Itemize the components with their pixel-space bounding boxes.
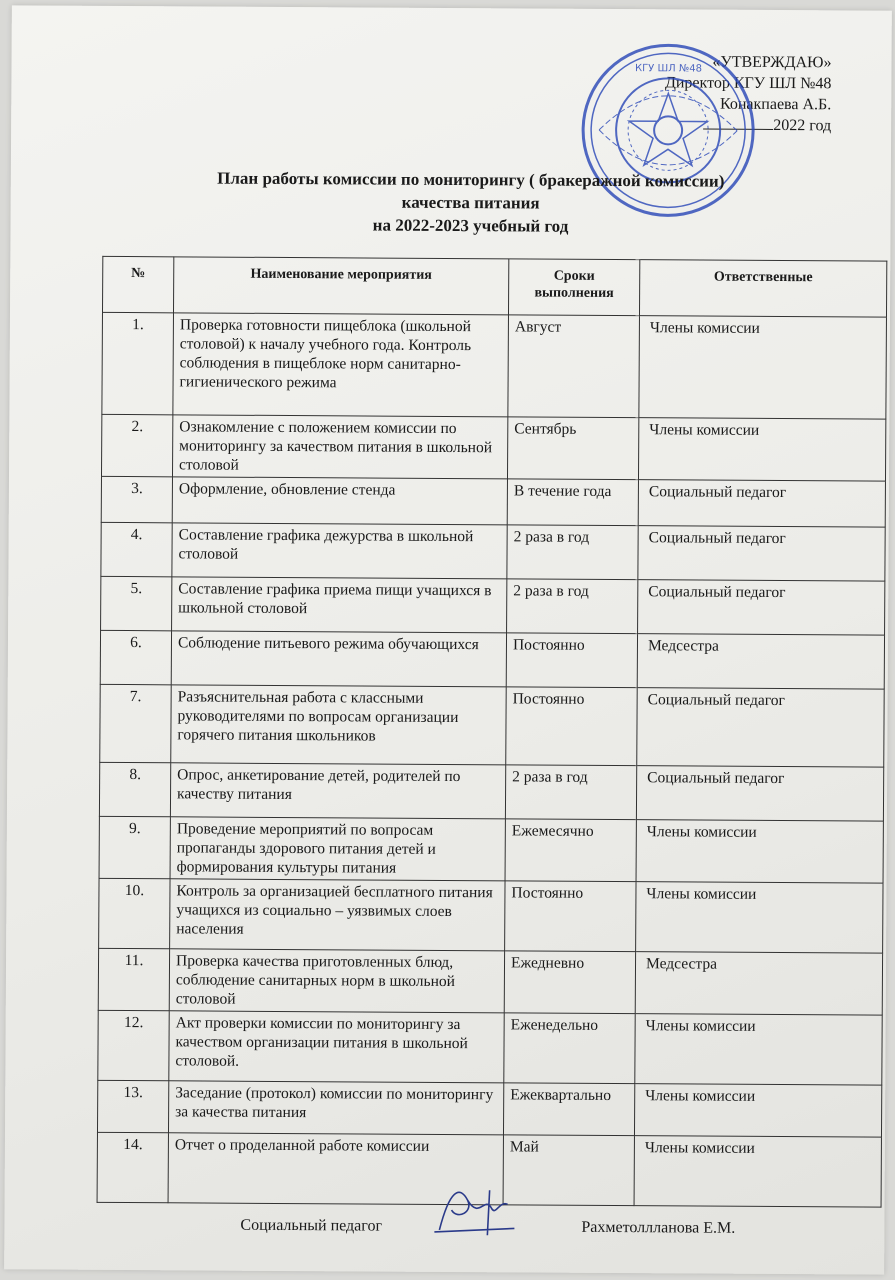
row-resp: Члены комиссии (638, 418, 885, 482)
title-line-1: План работы комиссии по мониторингу ( бракеражной комиссии) (217, 168, 725, 191)
row-term: Ежемесячно (505, 819, 636, 882)
row-resp: Социальный педагог (637, 688, 884, 768)
table-row (99, 878, 883, 953)
row-name: Контроль за организацией бесплатного питания учащихся из социально – уязвимых слоев населения (170, 879, 505, 951)
row-name: Отчет о проделанной работе комиссии (168, 1133, 503, 1205)
approval-name: Конакпаева А.Б. (719, 95, 832, 114)
row-num: 10. (99, 878, 170, 948)
row-term: Май (503, 1135, 634, 1206)
row-term: Ежеквартально (503, 1083, 634, 1136)
row-num: 2. (101, 414, 172, 476)
table-row (99, 816, 883, 883)
header-term: Сроки выполнения (508, 259, 639, 316)
approval-heading: «УТВЕРЖДАЮ» (712, 53, 832, 72)
table-row (98, 1010, 882, 1085)
table-row (98, 948, 882, 1015)
row-num: 3. (101, 476, 172, 522)
row-num: 4. (101, 522, 172, 576)
row-resp: Члены комиссии (635, 1014, 882, 1086)
seal-text: КГУ ШЛ №48 (634, 63, 703, 75)
row-term: Еженедельно (504, 1013, 635, 1084)
title-line-3: на 2022-2023 учебный год (372, 215, 569, 236)
row-term: Постоянно (505, 881, 636, 952)
row-name: Оформление, обновление стенда (172, 477, 507, 525)
plan-table (97, 256, 888, 1208)
row-name: Проверка качества приготовленных блюд, соблюдение санитарных норм в школьной столовой (169, 949, 504, 1013)
row-num: 11. (98, 948, 169, 1010)
row-resp: Социальный педагог (638, 526, 885, 582)
row-term: 2 раза в год (507, 525, 638, 580)
approval-year: 2022 год (773, 116, 832, 135)
row-name: Составление графика приема пищи учащихся в школьной столовой (172, 577, 507, 633)
row-term: Постоянно (506, 633, 637, 688)
table-row (100, 630, 884, 689)
row-name: Соблюдение питьевого режима обучающихся (171, 631, 506, 687)
row-resp: Члены комиссии (634, 1084, 881, 1138)
row-num: 5. (101, 576, 172, 630)
table-row (100, 684, 884, 767)
row-num: 14. (97, 1132, 168, 1202)
row-term: Август (508, 315, 640, 418)
row-term: Постоянно (506, 687, 637, 766)
row-resp: Социальный педагог (636, 766, 883, 822)
header-name: Наименование мероприятия (173, 257, 508, 315)
table-row (101, 414, 885, 481)
table-row (101, 576, 885, 635)
row-term: Сентябрь (507, 417, 638, 480)
row-term: 2 раза в год (505, 765, 636, 820)
document-page (4, 5, 892, 1274)
row-num: 1. (102, 312, 174, 414)
row-name: Опрос, анкетирование детей, родителей по качеству питания (170, 763, 505, 819)
table-row (102, 312, 887, 419)
row-num: 8. (99, 762, 170, 816)
row-term: 2 раза в год (507, 579, 638, 634)
row-name: Заседание (протокол) комиссии по мониторингу за качества питания (168, 1081, 503, 1135)
row-num: 9. (99, 816, 170, 878)
row-resp: Медсестра (637, 634, 884, 690)
row-name: Проведение мероприятий по вопросам пропаганды здорового питания детей и формирования культуры питания (170, 817, 505, 881)
row-num: 6. (100, 630, 171, 684)
row-name: Разъяснительная работа с классными руководителями по вопросам организации горячего питания школьников (171, 685, 506, 765)
row-num: 13. (97, 1080, 168, 1132)
row-resp: Члены комиссии (634, 1136, 881, 1208)
row-resp: Социальный педагог (638, 480, 885, 528)
row-name: Составление графика дежурства в школьной столовой (172, 523, 507, 579)
row-num: 7. (100, 684, 171, 762)
table-body (97, 312, 886, 1207)
row-term: Ежедневно (504, 951, 635, 1014)
signature-icon (429, 1180, 519, 1241)
row-name: Акт проверки комиссии по мониторингу за качеством организации питания в школьной столовой. (169, 1011, 504, 1083)
table-row (101, 476, 885, 527)
header-resp: Ответственные (639, 260, 886, 318)
row-resp: Члены комиссии (639, 316, 887, 420)
footer-role: Социальный педагог (240, 1216, 383, 1235)
title-line-2: качества питания (401, 192, 540, 213)
row-term: В течение года (507, 479, 638, 526)
row-resp: Члены комиссии (636, 820, 883, 884)
row-name: Проверка готовности пищеблока (школьной столовой) к началу учебного года. Контроль соблюдения в пищеблоке норм санитарно-гигиенического режима (173, 313, 509, 417)
approval-director: Директор КГУ ШЛ №48 (664, 74, 832, 93)
row-name: Ознакомление с положением комиссии по мониторингу за качеством питания в школьной столовой (172, 415, 507, 479)
table-header-row (102, 256, 886, 317)
footer-person: Рахметоллланова Е.М. (581, 1218, 736, 1237)
table-row (99, 762, 883, 821)
table-row (101, 522, 885, 581)
row-num: 12. (98, 1010, 169, 1080)
table-row (97, 1080, 881, 1137)
row-resp: Социальный педагог (638, 580, 885, 636)
document-title (110, 166, 830, 239)
row-resp: Медсестра (635, 952, 882, 1016)
row-resp: Члены комиссии (636, 882, 883, 954)
header-num: № (102, 256, 173, 312)
